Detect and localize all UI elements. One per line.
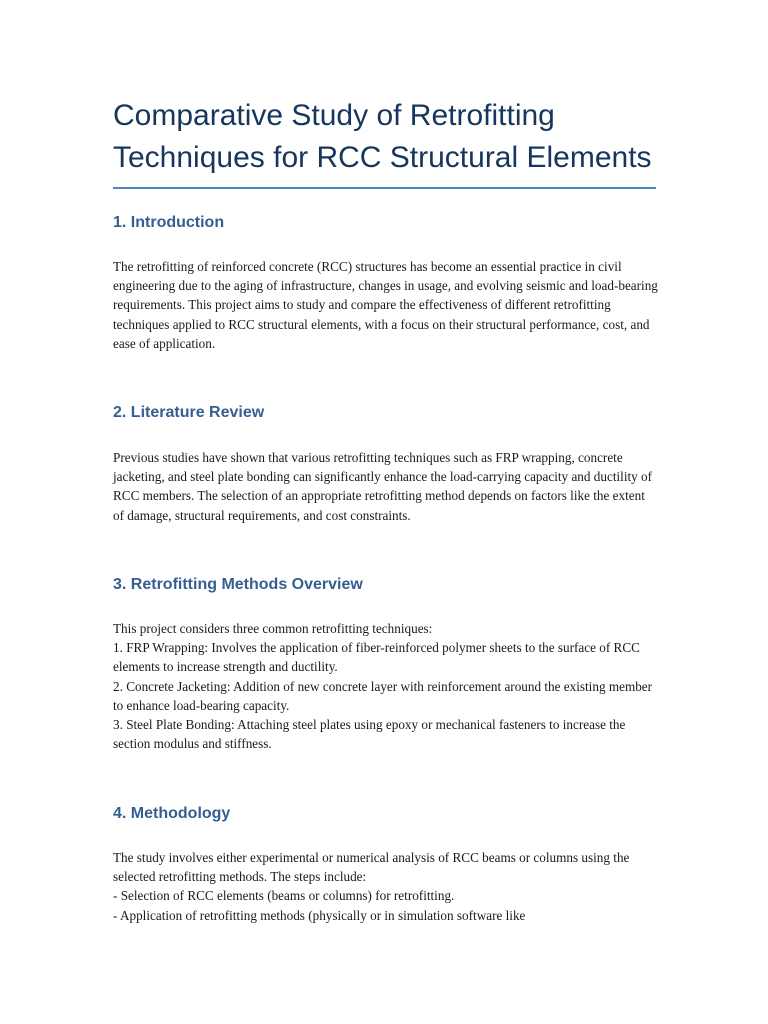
section-body-methodology: The study involves either experimental or numerical analysis of RCC beams or columns using the selected retrofitting methods. The steps include: - Selection of RCC elements (beams or columns) for retrofitting. - Application of retrofitting methods (physically or in simulation software like xyxy=(113,850,630,923)
title-block xyxy=(113,95,656,189)
section-body-literature-review: Previous studies have shown that various retrofitting techniques such as FRP wrapping, concrete jacketing, and steel plate bonding can significantly enhance the load-carrying capacity and ductility of RCC members. The selection of an appropriate retrofitting method depends on factors like the extent of damage, structural requirements, and cost constraints. xyxy=(113,450,653,523)
section-heading-introduction: 1. Introduction xyxy=(113,214,225,231)
section-heading-retrofitting-methods: 3. Retrofitting Methods Overview xyxy=(113,576,363,593)
section-heading-methodology: 4. Methodology xyxy=(113,805,231,822)
section-body-introduction: The retrofitting of reinforced concrete (RCC) structures has become an essential practice in civil engineering due to the aging of infrastructure, changes in usage, and evolving seismic and load-bearing requirements. This project aims to study and compare the effectiveness of different retrofitting techniques applied to RCC structural elements, with a focus on their structural performance, cost, and ease of application. xyxy=(113,259,658,351)
section-body-retrofitting-methods: This project considers three common retrofitting techniques: 1. FRP Wrapping: Involves the application of fiber-reinforced polymer sheets to the surface of RCC elements to increase strength and ductility. 2. Concrete Jacketing: Addition of new concrete layer with reinforcement around the existing member to enhance load-bearing capacity. 3. Steel Plate Bonding: Attaching steel plates using epoxy or mechanical fasteners to increase the section modulus and stiffness. xyxy=(113,621,653,752)
document-title: Comparative Study of Retrofitting Techniques for RCC Structural Elements xyxy=(113,99,652,174)
section-heading-literature-review: 2. Literature Review xyxy=(113,404,265,421)
